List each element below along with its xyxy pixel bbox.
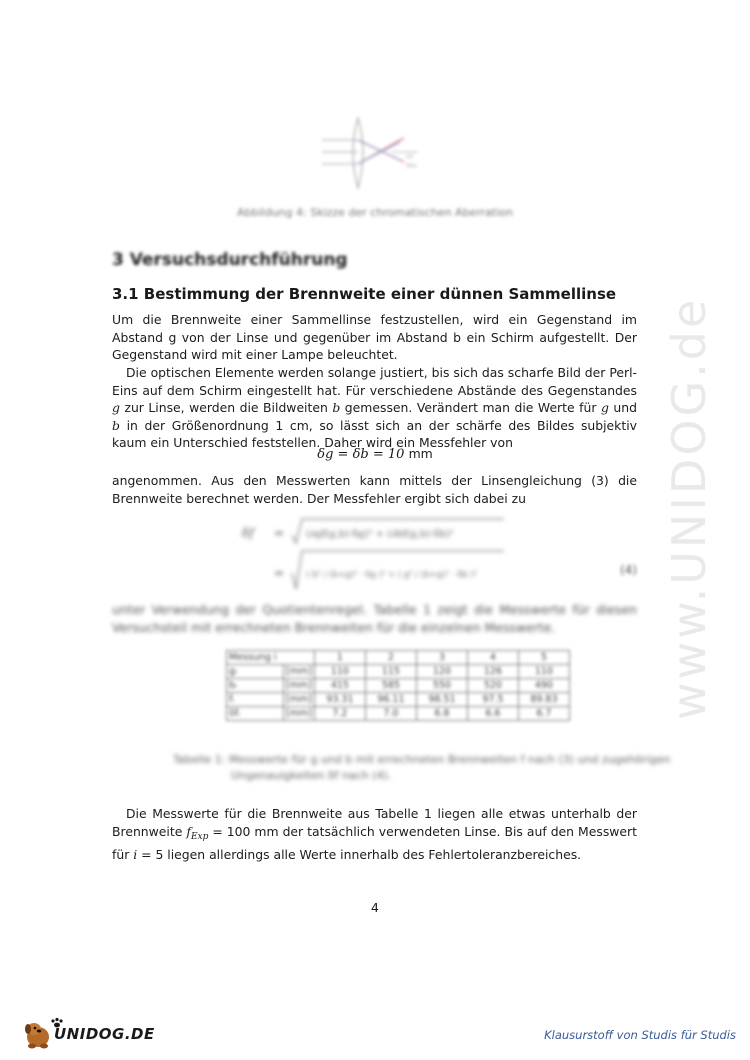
table-caption-text: Messwerte für g und b mit errechneten Brennweiten f nach (3) und zugehörigen Ungenauigkeiten δf nach (4). (228, 753, 671, 782)
table-cell: 110 (518, 665, 569, 679)
table-row (227, 693, 570, 707)
math-variable: g (600, 400, 609, 415)
table-cell: 120 (416, 665, 467, 679)
table-header-row (227, 651, 570, 665)
equation-equals-2: = (274, 566, 285, 580)
table-cell: 6.6 (467, 707, 518, 721)
table-cell: 415 (314, 679, 365, 693)
table-cell: 6.8 (416, 707, 467, 721)
paragraph-text: zur Linse, werden die Bildweiten (119, 400, 333, 415)
formula-text: δg = δb = 10 (317, 447, 405, 462)
figure-label-rot: rot (406, 154, 413, 160)
table-cell: 97.5 (467, 693, 518, 707)
table-cell: 96.11 (365, 693, 416, 707)
table-cell-label: fᵢ (227, 693, 284, 707)
paragraph-text: und (608, 400, 637, 415)
math-variable: b (332, 400, 341, 415)
math-variable: g (112, 400, 120, 415)
section-title: 3 Versuchsdurchführung (112, 250, 348, 270)
table-header-cell: 1 (314, 651, 365, 665)
paragraph-lens-equation: angenommen. Aus den Messwerten kann mittels der Linsengleichung (3) die Brennweite berechnet werden. Der Messfehler ergibt sich dabei zu (112, 473, 637, 506)
equation-number: (4) (620, 563, 637, 577)
table-cell: 520 (467, 679, 518, 693)
paragraph-intro: Um die Brennweite einer Sammellinse festzustellen, wird ein Gegenstand im Abstand g von der Linse und gegenüber im Abstand b ein Schirm aufgestellt. Der Gegenstand wird mit einer Lampe beleuchtet. (112, 312, 637, 362)
table-cell: 93.31 (314, 693, 365, 707)
table-cell-unit: [mm] (284, 679, 315, 693)
equation-4 (236, 515, 506, 597)
math-variable: f (186, 823, 191, 839)
logo-text[interactable]: UNIDOG.DE (54, 1025, 155, 1043)
math-subscript: Exp (190, 831, 209, 842)
formula-unit: mm (408, 446, 433, 461)
table-cell: 7.0 (365, 707, 416, 721)
dog-mascot-icon (25, 1023, 49, 1049)
equation-equals-1: = (274, 526, 285, 540)
watermark-text: www.UNIDOG.de (662, 296, 716, 720)
table-cell: 110 (314, 665, 365, 679)
table-cell-label: gᵢ (227, 665, 284, 679)
footer-slogan: Klausurstoff von Studis für Studis (544, 1028, 736, 1042)
paragraph-text: = 5 liegen allerdings alle Werte innerhalb des Fehlertoleranzbereiches. (137, 847, 582, 863)
subsection-title: 3.1 Bestimmung der Brennweite einer dünnen Sammellinse (112, 285, 617, 303)
table-row (227, 665, 570, 679)
table-header-cell: 3 (416, 651, 467, 665)
paragraph-text: = 100 mm der tatsächlich verwendeten Linse. Bis auf den Messwert für (112, 823, 637, 863)
table-cell: 115 (365, 665, 416, 679)
equation-lhs: δf (242, 526, 254, 540)
table-cell: 490 (518, 679, 569, 693)
table-cell: 98.51 (416, 693, 467, 707)
table-caption (173, 752, 701, 784)
table-row (227, 679, 570, 693)
table-header-cell: 5 (518, 651, 569, 665)
figure-label-blau: blau (406, 163, 417, 169)
equation-row-1: (∂gf(g,b)·δg)² + (∂bf(g,b)·δb)² (306, 529, 454, 540)
table-header-cell: Messung i (227, 651, 315, 665)
table-cell-unit: [mm] (284, 665, 315, 679)
math-variable: i (133, 847, 138, 863)
table-cell: 7.2 (314, 707, 365, 721)
table-cell: 550 (416, 679, 467, 693)
table-cell-label: δfᵢ (227, 707, 284, 721)
paragraph-adjustment (112, 364, 637, 452)
chromatic-aberration-figure (318, 112, 428, 194)
paragraph-text: gemessen. Verändert man die Werte für (340, 400, 601, 415)
paragraph-conclusion (112, 805, 637, 864)
paragraph-table-intro: unter Verwendung der Quotientenregel. Tabelle 1 zeigt die Messwerte für diesen Versuchsteil mit errechneten Brennweiten für die einzelnen Messwerte. (112, 602, 637, 635)
paragraph-text: Die Messwerte für die Brennweite aus Tabelle 1 liegen alle etwas unterhalb der Brennweite (112, 806, 637, 839)
page-number: 4 (371, 900, 379, 915)
figure-caption: Abbildung 4: Skizze der chromatischen Aberration (237, 206, 513, 219)
equation-row-2: ( b² / (b+g)² · δg )² + ( g² / (b+g)² · δb )² (306, 570, 478, 580)
table-header-cell: 2 (365, 651, 416, 665)
table-row (227, 707, 570, 721)
table-cell-unit: [mm] (284, 693, 315, 707)
table-cell: 6.7 (518, 707, 569, 721)
table-caption-label: Tabelle 1: (173, 753, 226, 766)
table-cell: 126 (467, 665, 518, 679)
measurement-error-formula (0, 446, 750, 462)
measurement-table (226, 650, 570, 721)
table-cell-unit: [mm] (284, 707, 315, 721)
paragraph-text: in der Größenordnung 1 cm, so lässt sich an der schärfe des Bildes subjektiv kaum ein Unterschied feststellen. Daher wird ein Messfehler von (112, 417, 637, 450)
table-cell: 89.83 (518, 693, 569, 707)
table-header-cell: 4 (467, 651, 518, 665)
table-cell-label: bᵢ (227, 679, 284, 693)
paragraph-text: Die optischen Elemente werden solange justiert, bis sich das scharfe Bild der Perl-Eins auf dem Schirm eingestellt hat. Für verschiedene Abstände des Gegenstandes (112, 365, 637, 398)
math-variable: b (112, 417, 120, 433)
table-cell: 585 (365, 679, 416, 693)
